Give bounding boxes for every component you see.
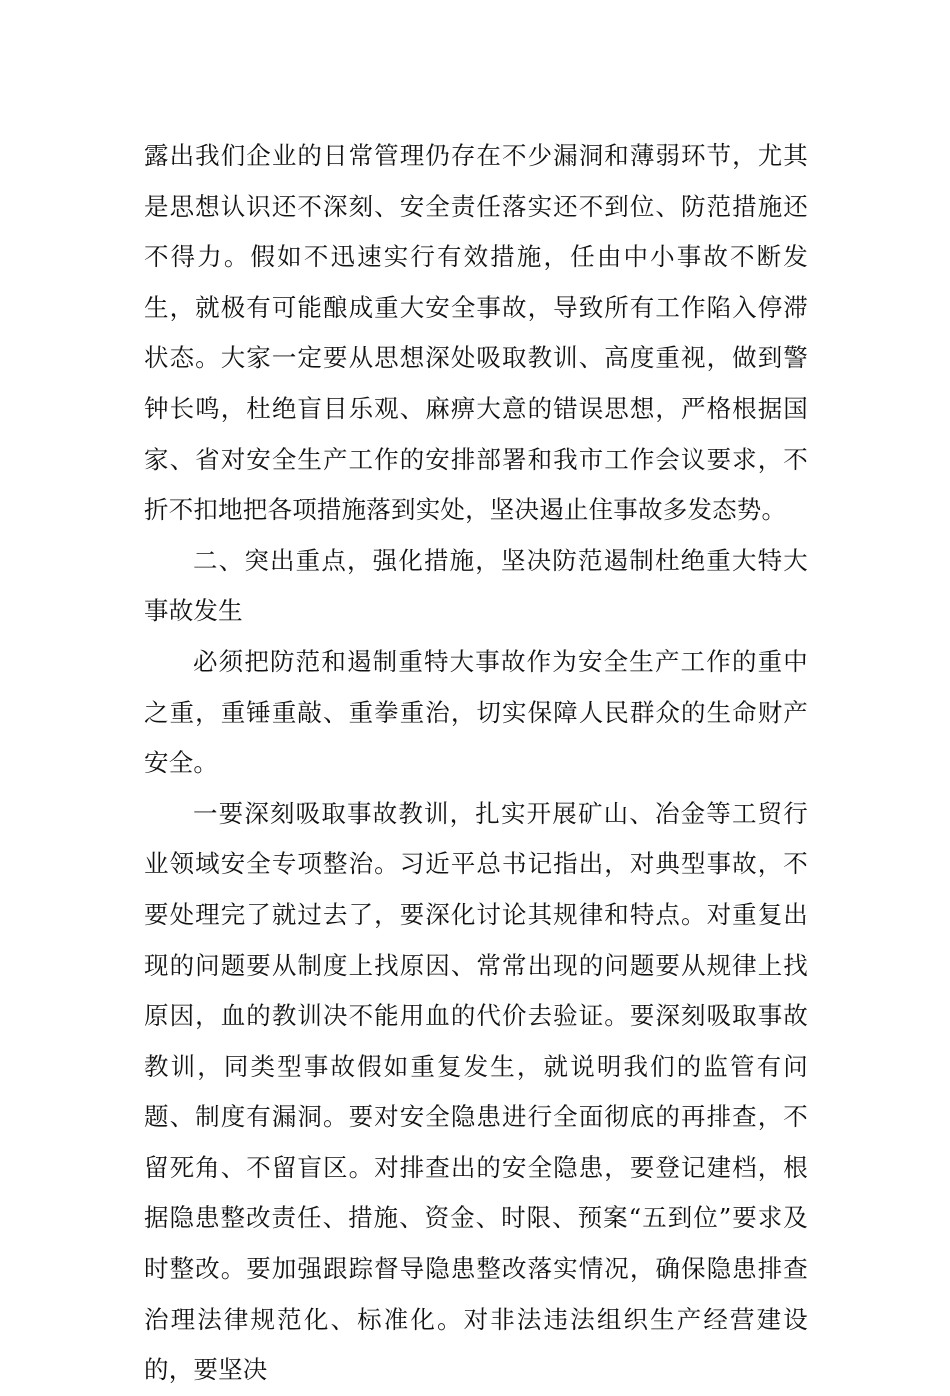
- paragraph-intro: 必须把防范和遏制重特大事故作为安全生产工作的重中之重，重锤重敲、重拳重治，切实保障人民群众的生命财产安全。: [144, 646, 808, 778]
- paragraph-point-one: 一要深刻吸取事故教训，扎实开展矿山、冶金等工贸行业领域安全专项整治。习近平总书记指出，对典型事故，不要处理完了就过去了，要深化讨论其规律和特点。对重复出现的问题要从制度上找原因、常常出现的问题要从规律上找原因，血的教训决不能用血的代价去验证。要深刻吸取事故教训，同类型事故假如重复发生，就说明我们的监管有问题、制度有漏洞。要对安全隐患进行全面彻底的再排查，不留死角、不留盲区。对排查出的安全隐患，要登记建档，根据隐患整改责任、措施、资金、时限、预案“五到位”要求及时整改。要加强跟踪督导隐患整改落实情况，确保隐患排查治理法律规范化、标准化。对非法违法组织生产经营建设的，要坚决: [144, 798, 808, 1385]
- document-page: [144, 131, 808, 1396]
- section-heading: 二、突出重点，强化措施，坚决防范遏制杜绝重大特大事故发生: [144, 545, 808, 626]
- paragraph-continuation: 露出我们企业的日常管理仍存在不少漏洞和薄弱环节，尤其是思想认识还不深刻、安全责任落实还不到位、防范措施还不得力。假如不迅速实行有效措施，任由中小事故不断发生，就极有可能酿成重大安全事故，导致所有工作陷入停滞状态。大家一定要从思想深处吸取教训、高度重视，做到警钟长鸣，杜绝盲目乐观、麻痹大意的错误思想，严格根据国家、省对安全生产工作的安排部署和我市工作会议要求，不折不扣地把各项措施落到实处，坚决遏止住事故多发态势。: [144, 141, 808, 525]
